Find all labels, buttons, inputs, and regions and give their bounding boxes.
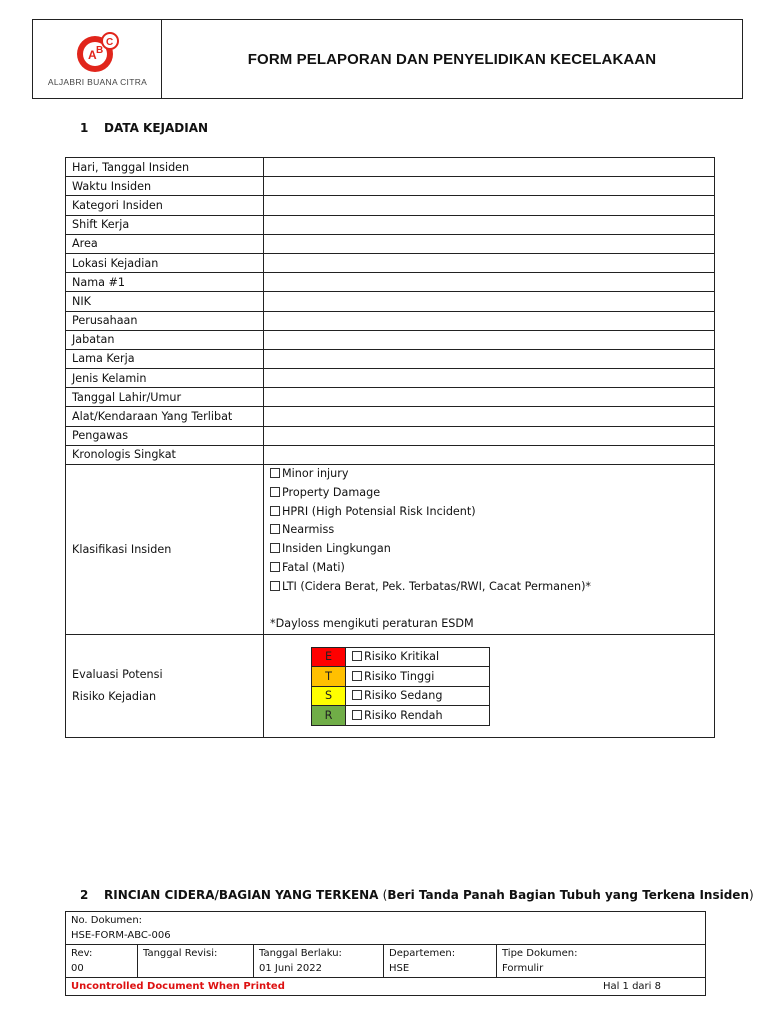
risk-option[interactable] xyxy=(346,686,490,706)
field-label: Pengawas xyxy=(66,426,264,445)
klasifikasi-option[interactable] xyxy=(270,521,708,540)
field-label: Kategori Insiden xyxy=(66,196,264,215)
field-label: Area xyxy=(66,234,264,253)
evaluasi-label xyxy=(66,635,264,738)
form-row xyxy=(66,253,715,272)
field-value-cell[interactable] xyxy=(264,407,715,426)
risk-level-row xyxy=(312,667,490,687)
klasifikasi-option[interactable] xyxy=(270,559,708,578)
checkbox-icon[interactable] xyxy=(352,710,362,720)
risk-level-row xyxy=(312,686,490,706)
section-2-close-paren: ) xyxy=(749,888,754,902)
form-header xyxy=(32,19,743,99)
tanggal-berlaku-value: 01 Juni 2022 xyxy=(259,963,322,974)
checkbox-icon[interactable] xyxy=(270,468,280,478)
risk-option[interactable] xyxy=(346,706,490,726)
no-dokumen-value: HSE-FORM-ABC-006 xyxy=(71,930,171,941)
field-label: Alat/Kendaraan Yang Terlibat xyxy=(66,407,264,426)
risk-label: Risiko Sedang xyxy=(364,689,443,703)
field-value-cell[interactable] xyxy=(264,273,715,292)
field-label: Hari, Tanggal Insiden xyxy=(66,158,264,177)
form-row xyxy=(66,407,715,426)
departemen-label: Departemen: xyxy=(389,948,456,959)
field-value-cell[interactable] xyxy=(264,426,715,445)
field-value-cell[interactable] xyxy=(264,234,715,253)
klasifikasi-row xyxy=(66,465,715,635)
risk-label: Risiko Kritikal xyxy=(364,650,440,664)
klasifikasi-option-label: Insiden Lingkungan xyxy=(282,542,391,556)
tanggal-berlaku-cell xyxy=(254,945,384,978)
tipe-dokumen-label: Tipe Dokumen: xyxy=(502,948,578,959)
tanggal-revisi-cell xyxy=(138,945,254,978)
evaluasi-row xyxy=(66,635,715,738)
tanggal-berlaku-label: Tanggal Berlaku: xyxy=(259,948,342,959)
form-row xyxy=(66,196,715,215)
field-value-cell[interactable] xyxy=(264,349,715,368)
svg-text:A: A xyxy=(88,48,97,62)
form-row xyxy=(66,292,715,311)
form-title: FORM PELAPORAN DAN PENYELIDIKAN KECELAKAAN xyxy=(247,50,657,68)
form-row xyxy=(66,215,715,234)
field-value-cell[interactable] xyxy=(264,177,715,196)
klasifikasi-option-label: Nearmiss xyxy=(282,523,335,537)
tanggal-revisi-value xyxy=(143,961,248,976)
field-label: Jabatan xyxy=(66,330,264,349)
checkbox-icon[interactable] xyxy=(352,671,362,681)
checkbox-icon[interactable] xyxy=(270,487,280,497)
section-1-title: DATA KEJADIAN xyxy=(104,121,209,135)
field-value-cell[interactable] xyxy=(264,330,715,349)
departemen-cell xyxy=(384,945,497,978)
page-number: Hal 1 dari 8 xyxy=(602,981,661,992)
evaluasi-options-cell xyxy=(264,635,715,738)
evaluasi-label-line1: Evaluasi Potensi xyxy=(72,668,163,682)
section-1-number: 1 xyxy=(80,121,89,135)
checkbox-icon[interactable] xyxy=(270,581,280,591)
dayloss-note: *Dayloss mengikuti peraturan ESDM xyxy=(270,617,474,631)
klasifikasi-option-label: LTI (Cidera Berat, Pek. Terbatas/RWI, Cacat Permanen)* xyxy=(282,579,592,593)
klasifikasi-option[interactable] xyxy=(270,503,708,522)
field-label: Tanggal Lahir/Umur xyxy=(66,388,264,407)
departemen-value: HSE xyxy=(389,963,410,974)
section-2-note: Beri Tanda Panah Bagian Tubuh yang Terkena Insiden xyxy=(387,888,749,902)
form-row xyxy=(66,445,715,464)
klasifikasi-options-cell xyxy=(264,465,715,635)
section-2-title: RINCIAN CIDERA/BAGIAN YANG TERKENA xyxy=(104,888,379,902)
field-label: Nama #1 xyxy=(66,273,264,292)
logo-block xyxy=(33,20,162,98)
risk-level-row xyxy=(312,706,490,726)
field-value-cell[interactable] xyxy=(264,196,715,215)
field-label: Perusahaan xyxy=(66,311,264,330)
klasifikasi-option-label: HPRI (High Potensial Risk Incident) xyxy=(282,504,476,518)
tipe-dokumen-cell xyxy=(497,945,706,978)
field-value-cell[interactable] xyxy=(264,369,715,388)
form-row xyxy=(66,311,715,330)
section-2-number: 2 xyxy=(80,888,89,902)
risk-option[interactable] xyxy=(346,667,490,687)
risk-matrix xyxy=(311,647,490,726)
klasifikasi-option[interactable] xyxy=(270,465,708,484)
klasifikasi-label: Klasifikasi Insiden xyxy=(66,465,264,635)
field-value-cell[interactable] xyxy=(264,215,715,234)
form-row xyxy=(66,234,715,253)
field-value-cell[interactable] xyxy=(264,292,715,311)
field-label: NIK xyxy=(66,292,264,311)
rev-cell xyxy=(66,945,138,978)
svg-text:B: B xyxy=(96,45,104,56)
risk-label: Risiko Tinggi xyxy=(364,669,435,683)
tanggal-revisi-label: Tanggal Revisi: xyxy=(143,948,218,959)
form-row xyxy=(66,158,715,177)
uncontrolled-notice: Uncontrolled Document When Printed xyxy=(71,981,285,992)
risk-label: Risiko Rendah xyxy=(364,708,443,722)
company-logo-icon xyxy=(73,31,121,75)
field-value-cell[interactable] xyxy=(264,445,715,464)
klasifikasi-option-label: Minor injury xyxy=(282,467,349,480)
checkbox-icon[interactable] xyxy=(270,524,280,534)
klasifikasi-option-label: Property Damage xyxy=(282,485,381,499)
risk-code: E xyxy=(312,647,346,667)
checkbox-icon[interactable] xyxy=(270,543,280,553)
field-label: Jenis Kelamin xyxy=(66,369,264,388)
risk-code: R xyxy=(312,706,346,726)
field-label: Lokasi Kejadian xyxy=(66,253,264,272)
rev-label: Rev: xyxy=(71,948,93,959)
form-row xyxy=(66,273,715,292)
rev-value: 00 xyxy=(71,963,84,974)
risk-level-row xyxy=(312,647,490,667)
document-footer xyxy=(65,911,706,996)
form-row xyxy=(66,349,715,368)
form-row xyxy=(66,369,715,388)
field-label: Shift Kerja xyxy=(66,215,264,234)
klasifikasi-option-label: Fatal (Mati) xyxy=(282,560,345,574)
field-label: Lama Kerja xyxy=(66,349,264,368)
tipe-dokumen-value: Formulir xyxy=(502,963,544,974)
evaluasi-label-line2: Risiko Kejadian xyxy=(72,690,157,704)
field-value-cell[interactable] xyxy=(264,253,715,272)
footer-status-cell xyxy=(66,978,706,996)
field-value-cell[interactable] xyxy=(264,311,715,330)
form-row xyxy=(66,388,715,407)
form-row xyxy=(66,177,715,196)
section-1-heading xyxy=(80,121,208,135)
checkbox-icon[interactable] xyxy=(270,506,280,516)
field-value-cell[interactable] xyxy=(264,158,715,177)
svg-text:C: C xyxy=(106,37,114,48)
checkbox-icon[interactable] xyxy=(352,651,362,661)
risk-option[interactable] xyxy=(346,647,490,667)
klasifikasi-option[interactable] xyxy=(270,578,708,597)
section-2-heading xyxy=(80,888,754,902)
field-value-cell[interactable] xyxy=(264,388,715,407)
risk-code: T xyxy=(312,667,346,687)
klasifikasi-option[interactable] xyxy=(270,540,708,559)
checkbox-icon[interactable] xyxy=(270,562,280,572)
section-2-open-paren: ( xyxy=(382,888,388,902)
field-label: Kronologis Singkat xyxy=(66,445,264,464)
klasifikasi-option[interactable] xyxy=(270,484,708,503)
incident-data-table xyxy=(65,157,715,738)
company-name: ALJABRI BUANA CITRA xyxy=(47,77,148,87)
risk-code: S xyxy=(312,686,346,706)
form-row xyxy=(66,330,715,349)
field-label: Waktu Insiden xyxy=(66,177,264,196)
no-dokumen-cell xyxy=(66,912,706,945)
checkbox-icon[interactable] xyxy=(352,690,362,700)
no-dokumen-label: No. Dokumen: xyxy=(71,915,143,926)
form-row xyxy=(66,426,715,445)
